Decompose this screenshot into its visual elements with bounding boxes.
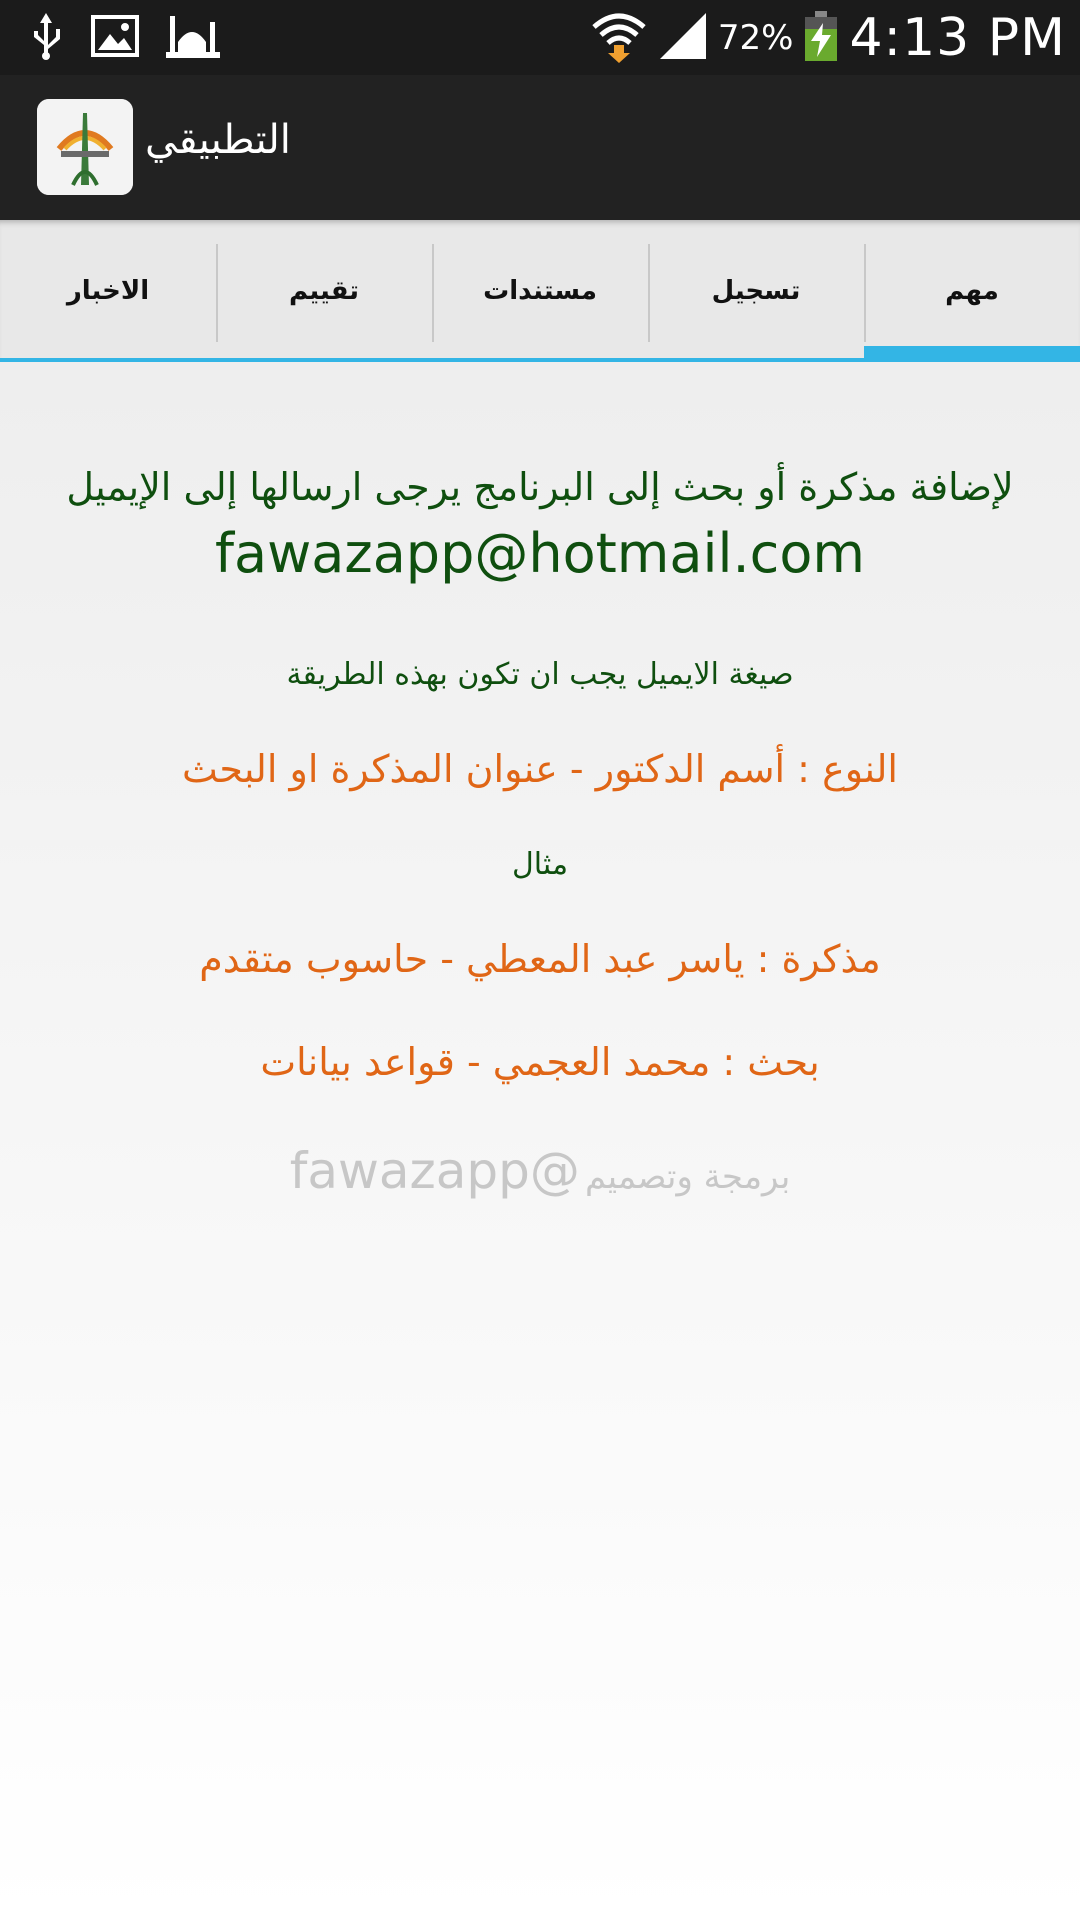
wifi-icon — [590, 9, 648, 67]
tab-label: تسجيل — [711, 276, 801, 306]
tab-label: تقييم — [288, 276, 360, 306]
tab-rating[interactable] — [216, 220, 432, 362]
clock: 4:13 PM — [849, 8, 1066, 68]
signal-icon — [658, 11, 708, 65]
tab-important[interactable] — [864, 220, 1080, 362]
battery-percent: 72% — [717, 18, 794, 58]
action-bar — [0, 75, 1080, 220]
image-icon — [90, 14, 140, 62]
tab-label: الاخبار — [66, 276, 150, 306]
usb-icon — [28, 11, 64, 65]
example-research: بحث : محمد العجمي - قواعد بيانات — [260, 1040, 820, 1084]
tab-indicator-selected — [864, 346, 1080, 362]
tab-register[interactable] — [648, 220, 864, 362]
battery-charging-icon — [803, 9, 839, 67]
credit-line — [0, 1142, 1080, 1200]
format-label: صيغة الايميل يجب ان تكون بهذه الطريقة — [286, 657, 794, 692]
credit-handle: @fawazapp — [289, 1142, 580, 1200]
status-bar — [0, 0, 1080, 75]
tab-divider — [216, 244, 218, 342]
format-template: النوع : أسم الدكتور - عنوان المذكرة او البحث — [182, 747, 898, 791]
tab-news[interactable] — [0, 220, 216, 362]
tab-label: مهم — [945, 276, 999, 306]
tab-divider — [648, 244, 650, 342]
app-logo-icon[interactable] — [37, 99, 133, 195]
tab-label: مستندات — [483, 276, 597, 306]
app-title: التطبيقي — [145, 117, 291, 163]
tab-documents[interactable] — [432, 220, 648, 362]
mosque-icon — [166, 12, 220, 64]
content-area — [0, 362, 1080, 1920]
tab-divider — [432, 244, 434, 342]
intro-text: لإضافة مذكرة أو بحث إلى البرنامج يرجى ارسالها إلى الإيميل — [66, 465, 1014, 509]
example-label: مثال — [511, 847, 569, 882]
email-link[interactable]: fawazapp@hotmail.com — [215, 522, 865, 585]
tab-bar — [0, 220, 1080, 362]
credit-text: برمجة وتصميم — [584, 1157, 791, 1197]
tab-divider — [864, 244, 866, 342]
example-memo: مذكرة : ياسر عبد المعطي - حاسوب متقدم — [199, 937, 881, 981]
